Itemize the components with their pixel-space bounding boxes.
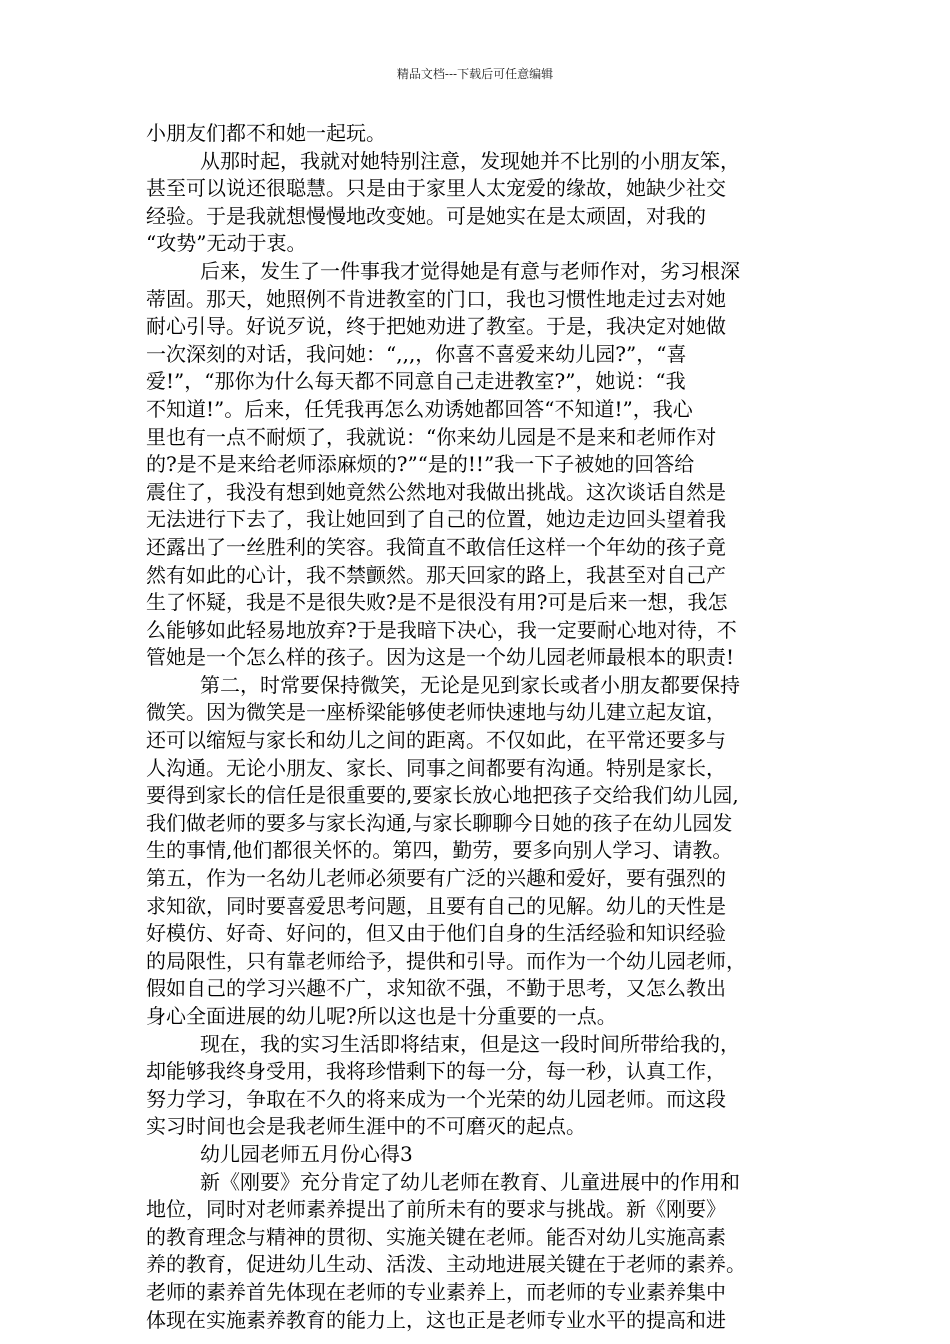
text-line: 无法进行下去了，我让她回到了自己的位置，她边走边回头望着我 (146, 507, 726, 532)
text-line: 小朋友们都不和她一起玩。 (146, 121, 386, 145)
text-line: 好模仿、好奇、好问的，但又由于他们自身的生活经验和知识经验 (146, 921, 726, 946)
page-header: 精品文档---下载后可任意编辑 (396, 67, 554, 81)
text-line: 的教育理念与精神的贯彻、实施关键在老师。能否对幼儿实施高素 (146, 1224, 726, 1249)
text-line: 体现在实施素养教育的能力上，这也正是老师专业水平的提高和进 (146, 1307, 726, 1332)
text-line: 实习时间也会是我老师生涯中的不可磨灭的起点。 (146, 1114, 586, 1139)
text-line: 还露出了一丝胜利的笑容。我简直不敢信任这样一个年幼的孩子竟 (146, 534, 726, 559)
text-line: 努力学习，争取在不久的将来成为一个光荣的幼儿园老师。而这段 (146, 1086, 726, 1111)
text-line: 一次深刻的对话，我问她：“,,,，你喜不喜爱来幼儿园?”，“喜 (146, 341, 687, 366)
text-line: 甚至可以说还很聪慧。只是由于家里人太宠爱的缘故，她缺少社交 (146, 176, 726, 201)
text-line: 现在，我的实习生活即将结束，但是这一段时间所带给我的， (200, 1031, 740, 1056)
text-line: 我们做老师的要多与家长沟通,与家长聊聊今日她的孩子在幼儿园发 (146, 810, 733, 835)
text-line: 第二，时常要保持微笑，无论是见到家长或者小朋友都要保持 (200, 672, 740, 697)
text-line: 不知道!”。后来，任凭我再怎么劝诱她都回答“不知道!”，我心 (146, 396, 693, 421)
text-line: 后来，发生了一件事我才觉得她是有意与老师作对，劣习根深 (200, 258, 740, 283)
text-line: 然有如此的心计，我不禁颤然。那天回家的路上，我甚至对自己产 (146, 562, 726, 587)
text-line: 身心全面进展的幼儿呢?所以这也是十分重要的一点。 (146, 1004, 617, 1028)
text-line: 新《刚要》充分肯定了幼儿老师在教育、儿童进展中的作用和 (200, 1169, 740, 1194)
text-line: 生的事情,他们都很关怀的。第四，勤劳，要多向别人学习、请教。 (146, 838, 733, 863)
text-line: “攻势”无动于衷。 (146, 231, 307, 256)
text-line: 养的教育，促进幼儿生动、活泼、主动地进展关键在于老师的素养。 (146, 1252, 746, 1277)
document-body (146, 120, 810, 1334)
text-line: 的?是不是来给老师添麻烦的?”“是的!!”我一下子被她的回答给 (146, 452, 695, 477)
text-line: 经验。于是我就想慢慢地改变她。可是她实在是太顽固，对我的 (146, 203, 706, 228)
text-line: 蒂固。那天，她照例不肯进教室的门口，我也习惯性地走过去对她 (146, 286, 726, 311)
text-line: 却能够我终身受用，我将珍惜剩下的每一分，每一秒，认真工作， (146, 1059, 726, 1084)
text-line: 爱!”，“那你为什么每天都不同意自己走进教室?”，她说：“我 (146, 369, 686, 394)
text-line: 人沟通。无论小朋友、家长、同事之间都要有沟通。特别是家长， (146, 755, 726, 780)
text-line: 幼儿园老师五月份心得3 (200, 1141, 413, 1166)
text-line: 从那时起，我就对她特别注意，发现她并不比别的小朋友笨， (200, 148, 740, 173)
text-line: 还可以缩短与家长和幼儿之间的距离。不仅如此，在平常还要多与 (146, 728, 726, 753)
text-line: 耐心引导。好说歹说，终于把她劝进了教室。于是，我决定对她做 (146, 314, 726, 339)
text-line: 微笑。因为微笑是一座桥梁能够使老师快速地与幼儿建立起友谊， (146, 700, 726, 725)
text-line: 么能够如此轻易地放弃?于是我暗下决心，我一定要耐心地对待，不 (146, 617, 737, 642)
text-line: 生了怀疑，我是不是很失败?是不是很没有用?可是后来一想，我怎 (146, 590, 728, 615)
text-line: 要得到家长的信任是很重要的,要家长放心地把孩子交给我们幼儿园, (146, 783, 739, 808)
text-line: 的局限性，只有靠老师给予，提供和引导。而作为一个幼儿园老师， (146, 948, 746, 973)
text-line: 求知欲，同时要喜爱思考问题，且要有自己的见解。幼儿的天性是 (146, 893, 726, 918)
text-line: 地位，同时对老师素养提出了前所未有的要求与挑战。新《刚要》 (146, 1197, 726, 1222)
text-line: 假如自己的学习兴趣不广，求知欲不强，不勤于思考，又怎么教出 (146, 976, 726, 1001)
text-line: 管她是一个怎么样的孩子。因为这是一个幼儿园老师最根本的职责! (146, 645, 735, 670)
text-line: 老师的素养首先体现在老师的专业素养上，而老师的专业素养集中 (146, 1279, 726, 1304)
text-line: 里也有一点不耐烦了，我就说：“你来幼儿园是不是来和老师作对 (146, 424, 717, 449)
text-line: 第五，作为一名幼儿老师必须要有广泛的兴趣和爱好，要有强烈的 (146, 866, 726, 891)
text-line: 震住了，我没有想到她竟然公然地对我做出挑战。这次谈话自然是 (146, 479, 726, 504)
